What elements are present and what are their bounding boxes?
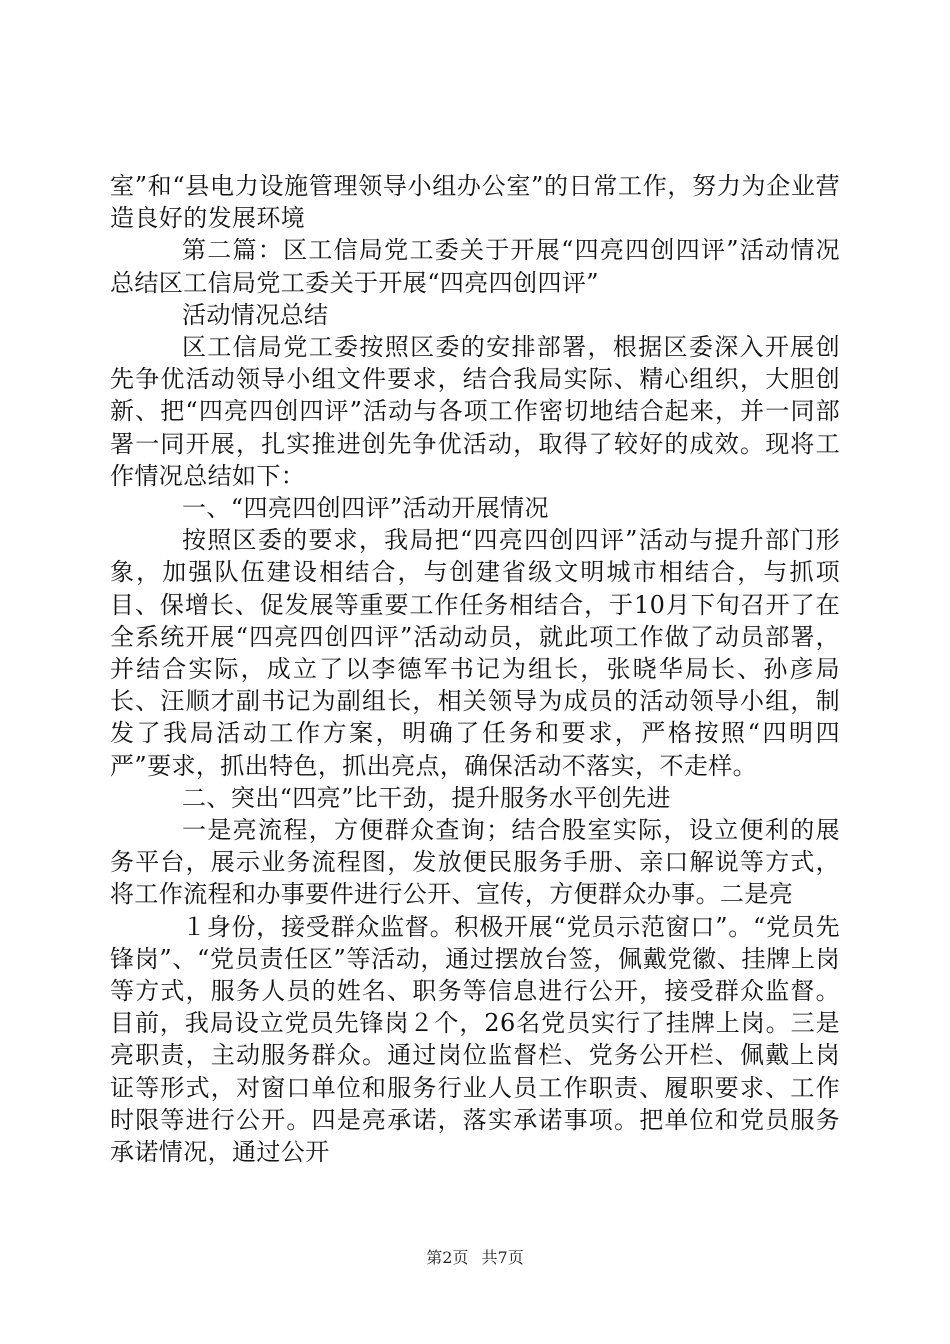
paragraph-3: 活动情况总结 bbox=[182, 300, 329, 329]
paragraph-4: 区工信局党工委按照区委的安排部署，根据区委深入开展创先争优活动领导小组文件要求，结合我局实际、精心组织，大胆创新、把“四亮四创四评”活动与各项工作密切地结合起来，并一同部署一同开展，扎实推进创先争优活动，取得了较好的成效。现将工作情况总结如下： bbox=[110, 333, 840, 490]
paragraph-2: 第二篇：区工信局党工委关于开展“四亮四创四评”活动情况总结区工信局党工委关于开展“四亮四创四评” bbox=[110, 236, 840, 297]
document-body bbox=[110, 170, 840, 1168]
section-heading-1: 一、“四亮四创四评”活动开展情况 bbox=[182, 494, 549, 523]
paragraph-7: １身份，接受群众监督。积极开展“党员示范窗口”。“党员先锋岗”、“党员责任区”等活动，通过摆放台签，佩戴党徽、挂牌上岗等方式，服务人员的姓名、职务等信息进行公开，接受群众监督。目前，我局设立党员先锋岗２个，26名党员实行了挂牌上岗。三是亮职责，主动服务群众。通过岗位监督栏、党务公开栏、佩戴上岗证等形式，对窗口单位和服务行业人员工作职责、履职要求、工作时限等进行公开。四是亮承诺，落实承诺事项。把单位和党员服务承诺情况，通过公开 bbox=[110, 912, 840, 1167]
page-number: 第2页 bbox=[426, 1248, 469, 1267]
paragraph-5: 按照区委的要求，我局把“四亮四创四评”活动与提升部门形象，加强队伍建设相结合，与创建省级文明城市相结合，与抓项目、保增长、促发展等重要工作任务相结合，于10月下旬召开了在全系统开展“四亮四创四评”活动动员，就此项工作做了动员部署，并结合实际，成立了以李德军书记为组长，张晓华局长、孙彦局长、汪顺才副书记为副组长，相关领导为成员的活动领导小组，制发了我局活动工作方案，明确了任务和要求，严格按照“四明四严”要求，抓出特色，抓出亮点，确保活动不落实，不走样。 bbox=[110, 526, 840, 780]
paragraph-1: 室”和“县电力设施管理领导小组办公室”的日常工作，努力为企业营造良好的发展环境 bbox=[110, 172, 840, 233]
paragraph-6: 一是亮流程，方便群众查询；结合股室实际，设立便利的展务平台，展示业务流程图，发放便民服务手册、亲口解说等方式，将工作流程和办事要件进行公开、宣传，方便群众办事。二是亮 bbox=[110, 816, 840, 909]
section-heading-2: 二、突出“四亮”比干劲，提升服务水平创先进 bbox=[182, 783, 671, 812]
page-total: 共7页 bbox=[481, 1248, 524, 1267]
page-footer bbox=[0, 1245, 950, 1268]
